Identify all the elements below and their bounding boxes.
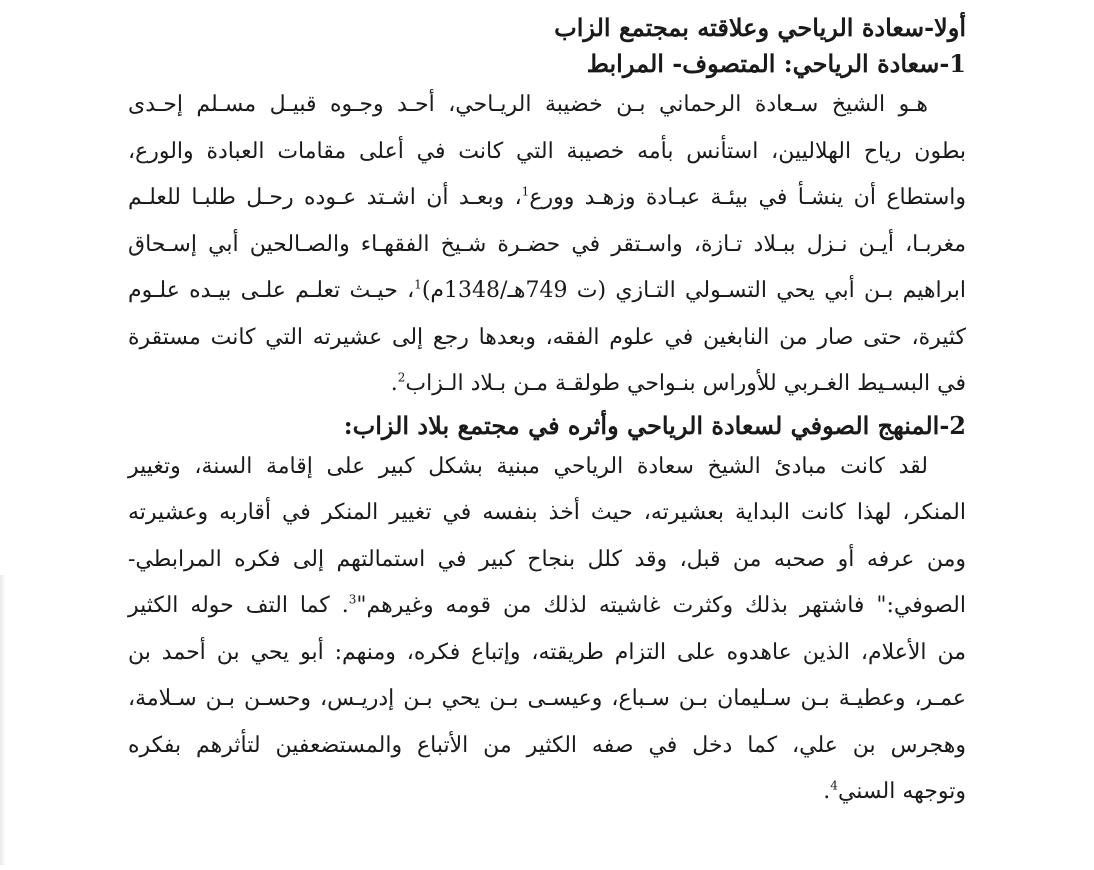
footnote-ref[interactable]: 1: [414, 277, 422, 292]
section-heading: أولا-سعادة الرياحي وعلاقته بمجتمع الزاب: [554, 13, 966, 42]
paragraph-line: ابراهيم بـن أبي يحي التسـولي التـازي (ت 749هـ/1348م)$^1$، حيـث تعلـم علـى بيـده علـوم: [128, 277, 966, 303]
paragraph-line: هـو الشيخ سـعادة الرحماني بـن خضيبة الريـاحي، أحـد وجـوه قبيـل مسـلم إحـدى: [128, 92, 928, 117]
paragraph-line: واستطاع أن ينشـأ في بيئـة عبـادة وزهـد وورع$^1$، وبعـد أن اشـتد عـوده رحـل طلبـا للعلـم: [128, 184, 966, 210]
paragraph-line: لقد كانت مبادئ الشيخ سعادة الرياحي مبنية بشكل كبير على إقامة السنة، وتغيير: [128, 453, 928, 479]
paragraph-line: مغربـا، أيـن نـزل ببـلاد تـازة، واسـتقر في حضـرة شـيخ الفقهـاء والصـالحين أبي إسـحاق: [128, 231, 966, 257]
paragraph-line: كثيرة، حتى صار من النابغين في علوم الفقه، وبعدها رجع إلى عشيرته التي كانت مستقرة: [128, 324, 966, 350]
footnote-ref[interactable]: 2: [397, 370, 406, 385]
paragraph-line: وتوجهه السني$^4$.: [823, 778, 966, 804]
footnote-ref[interactable]: 4: [830, 778, 838, 793]
paragraph-line: ومن عرفه أو صحبه من قبل، وقد كلل بنجاح كبير في استمالتهم إلى فكره المرابطي-: [128, 546, 966, 572]
paragraph-line: من الأعلام، الذين عاهدوه على التزام طريقته، وإتباع فكره، ومنهم: أبو يحي بن أحمد بن: [128, 639, 966, 665]
footnote-ref[interactable]: 1: [521, 184, 530, 199]
page-edge-shadow: [0, 575, 6, 865]
subheading-saada-riyahi: 1-سعادة الرياحي: المتصوف- المرابط: [586, 49, 966, 78]
paragraph-line: عمـر، وعطيـة بـن سـليمان بـن سـباع، وعيسـى بـن يحي بـن إدريـس، وحسـن بـن سـلامة،: [128, 686, 966, 711]
footnote-ref[interactable]: 3: [348, 592, 357, 607]
paragraph-sufi-method: [128, 444, 966, 816]
paragraph-line: المنكر، لهذا كانت البداية بعشيرته، حيث أخذ بنفسه في تغيير المنكر في أقاربه وعشيرته: [128, 500, 966, 525]
paragraph-biography: [128, 82, 966, 408]
paragraph-line: بطون رياح الهلاليين، استأنس بأمه خصيبة التي كانت في أعلى مقامات العبادة والورع،: [128, 138, 966, 164]
text-column: [128, 10, 966, 816]
subheading-sufi-method: 2-المنهج الصوفي لسعادة الرياحي وأثره في مجتمع بلاد الزاب:: [343, 410, 966, 440]
paragraph-line: الصوفي:" فاشتهر بذلك وكثرت غاشيته لذلك من قومه وغيرهم"$^3$. كما التف حوله الكثير: [128, 592, 966, 618]
paragraph-line: في البسـيط الغـربي للأوراس بنـواحي طولقـة مـن بـلاد الـزاب$^2$.: [390, 370, 966, 396]
paragraph-line: وهجرس بن علي، كما دخل في صفه الكثير من الأتباع والمستضعفين لتأثرهم بفكره: [128, 732, 966, 758]
